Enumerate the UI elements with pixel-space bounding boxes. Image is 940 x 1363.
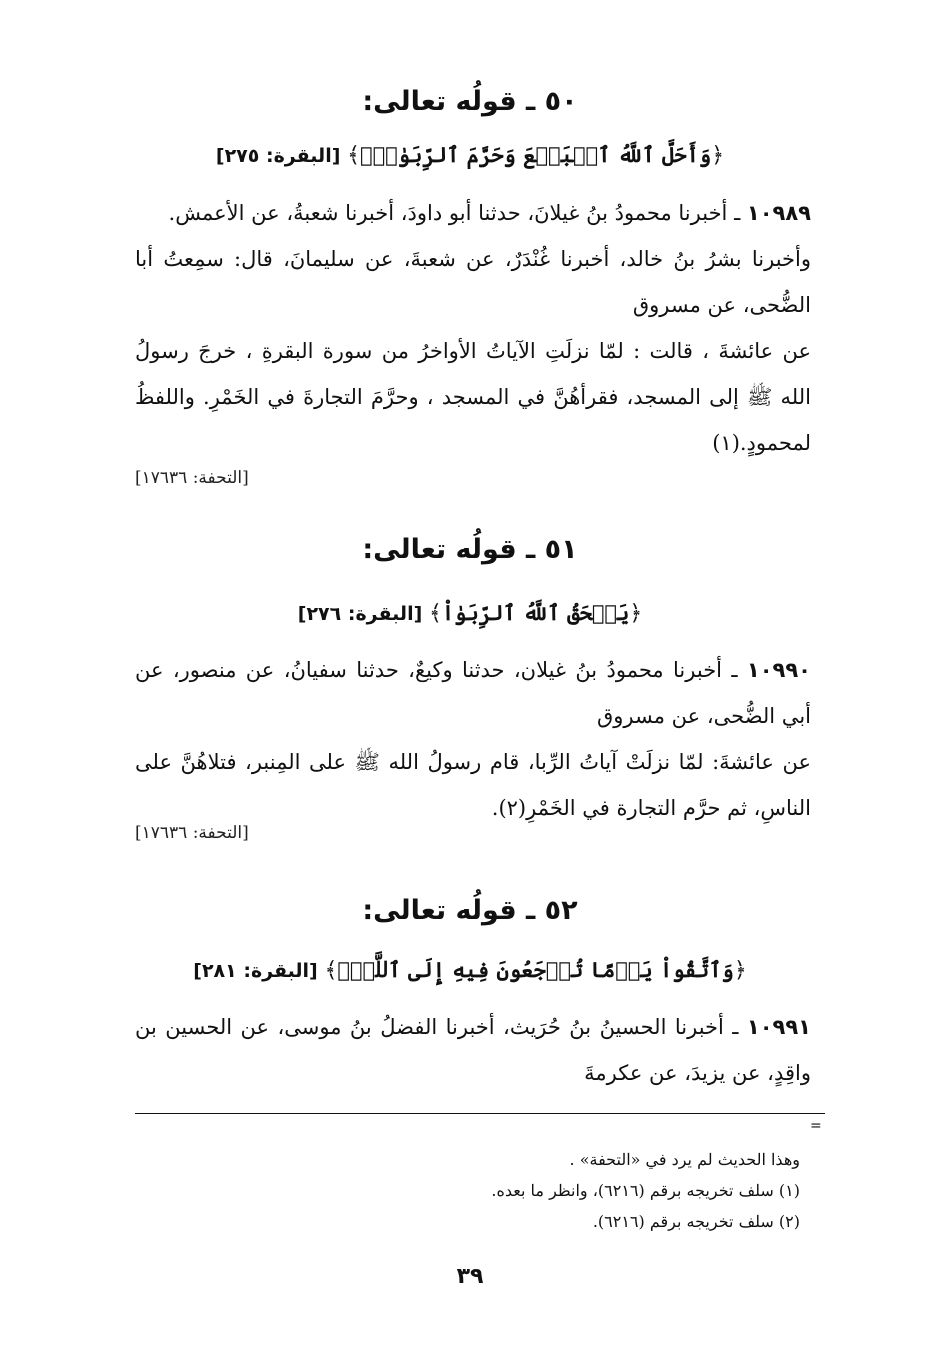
quran-verse-52 — [0, 957, 940, 983]
hadith-10990 — [135, 647, 811, 831]
footnote-divider — [135, 1113, 825, 1114]
footnotes — [160, 1144, 800, 1237]
tuhfa-reference: [التحفة: ١٧٦٣٦] — [135, 468, 249, 488]
verse-close-bracket: ﴾ — [324, 958, 338, 983]
verse-open-bracket: ﴿ — [629, 601, 643, 626]
hadith-number: ١٠٩٩٠ — [746, 658, 811, 682]
verse-reference: [البقرة: ٢٧٦] — [297, 603, 423, 625]
hadith-paragraph: عن عائشةَ ، قالت : لمّا نزلَتِ الآياتُ الأواخرُ من سورة البقرةِ ، خرجَ رسولُ الله ﷺ إلى المسجد، فقرأهُنَّ في المسجد ، وحرَّمَ التجارةَ في الخَمْرِ. واللفظُ لمحمودٍ.(١) — [135, 339, 811, 455]
hadith-10991 — [135, 1004, 811, 1096]
page-number: ٣٩ — [456, 1264, 484, 1289]
section-title-50: ٥٠ ـ قولُه تعالى: — [362, 86, 578, 117]
verse-open-bracket: ﴿ — [711, 143, 725, 168]
hadith-paragraph: ١٠٩٩٠ ـ أخبرنا محمودُ بنُ غيلان، حدثنا وكيعٌ، حدثنا سفيانُ، عن منصور، عن أبي الضُّحى، عن مسروق — [135, 658, 811, 728]
footnote-line: وهذا الحديث لم يرد في «التحفة» . — [569, 1150, 800, 1169]
hadith-paragraph: ١٠٩٩١ ـ أخبرنا الحسينُ بنُ حُرَيث، أخبرنا الفضلُ بنُ موسى، عن الحسين بن واقِدٍ، عن يزيدَ، عن عكرمةَ — [135, 1015, 811, 1085]
tuhfa-reference: [التحفة: ١٧٦٣٦] — [135, 823, 249, 843]
footnote-line: (١) سلف تخريجه برقم (٦٢١٦)، وانظر ما بعده. — [491, 1181, 800, 1200]
verse-text: وَٱتَّقُواْ يَوۡمًا تُرۡجَعُونَ فِيهِ إِلَى ٱللَّهِۖ — [337, 957, 734, 982]
hadith-paragraph: وأخبرنا بشرُ بنُ خالد، أخبرنا غُنْدَرٌ، عن شعبةَ، عن سليمانَ، قال: سمِعتُ أبا الضُّحى، عن مسروق — [135, 247, 811, 317]
verse-open-bracket: ﴿ — [733, 958, 747, 983]
hadith-10989 — [135, 190, 811, 466]
quran-verse-51 — [0, 600, 940, 626]
verse-reference: [البقرة: ٢٧٥] — [215, 145, 341, 167]
hadith-number: ١٠٩٨٩ — [746, 201, 811, 225]
verse-close-bracket: ﴾ — [428, 601, 442, 626]
verse-text: يَمۡحَقُ ٱللَّهُ ٱلرِّبَوٰاْ — [441, 600, 630, 625]
hadith-number: ١٠٩٩١ — [746, 1015, 811, 1039]
verse-reference: [البقرة: ٢٨١] — [193, 960, 318, 982]
hadith-paragraph: ١٠٩٨٩ ـ أخبرنا محمودُ بنُ غيلانَ، حدثنا أبو داودَ، أخبرنا شعبةُ، عن الأعمش. — [168, 201, 811, 225]
hadith-paragraph: عن عائشةَ: لمّا نزلَتْ آياتُ الرِّبا، قام رسولُ الله ﷺ على المِنبر، فتلاهُنَّ على الناسِ، ثم حرَّم التجارة في الخَمْرِ(٢). — [135, 750, 811, 820]
verse-text: وَأَحَلَّ ٱللَّهُ ٱلۡبَيۡعَ وَحَرَّمَ ٱلرِّبَوٰاْۚ — [359, 142, 712, 167]
section-title-51: ٥١ ـ قولُه تعالى: — [362, 534, 578, 565]
quran-verse-50 — [0, 142, 940, 168]
continuation-mark: = — [810, 1118, 822, 1134]
verse-close-bracket: ﴾ — [347, 143, 360, 168]
footnote-line: (٢) سلف تخريجه برقم (٦٢١٦). — [592, 1212, 800, 1231]
section-title-52: ٥٢ ـ قولُه تعالى: — [362, 895, 578, 926]
